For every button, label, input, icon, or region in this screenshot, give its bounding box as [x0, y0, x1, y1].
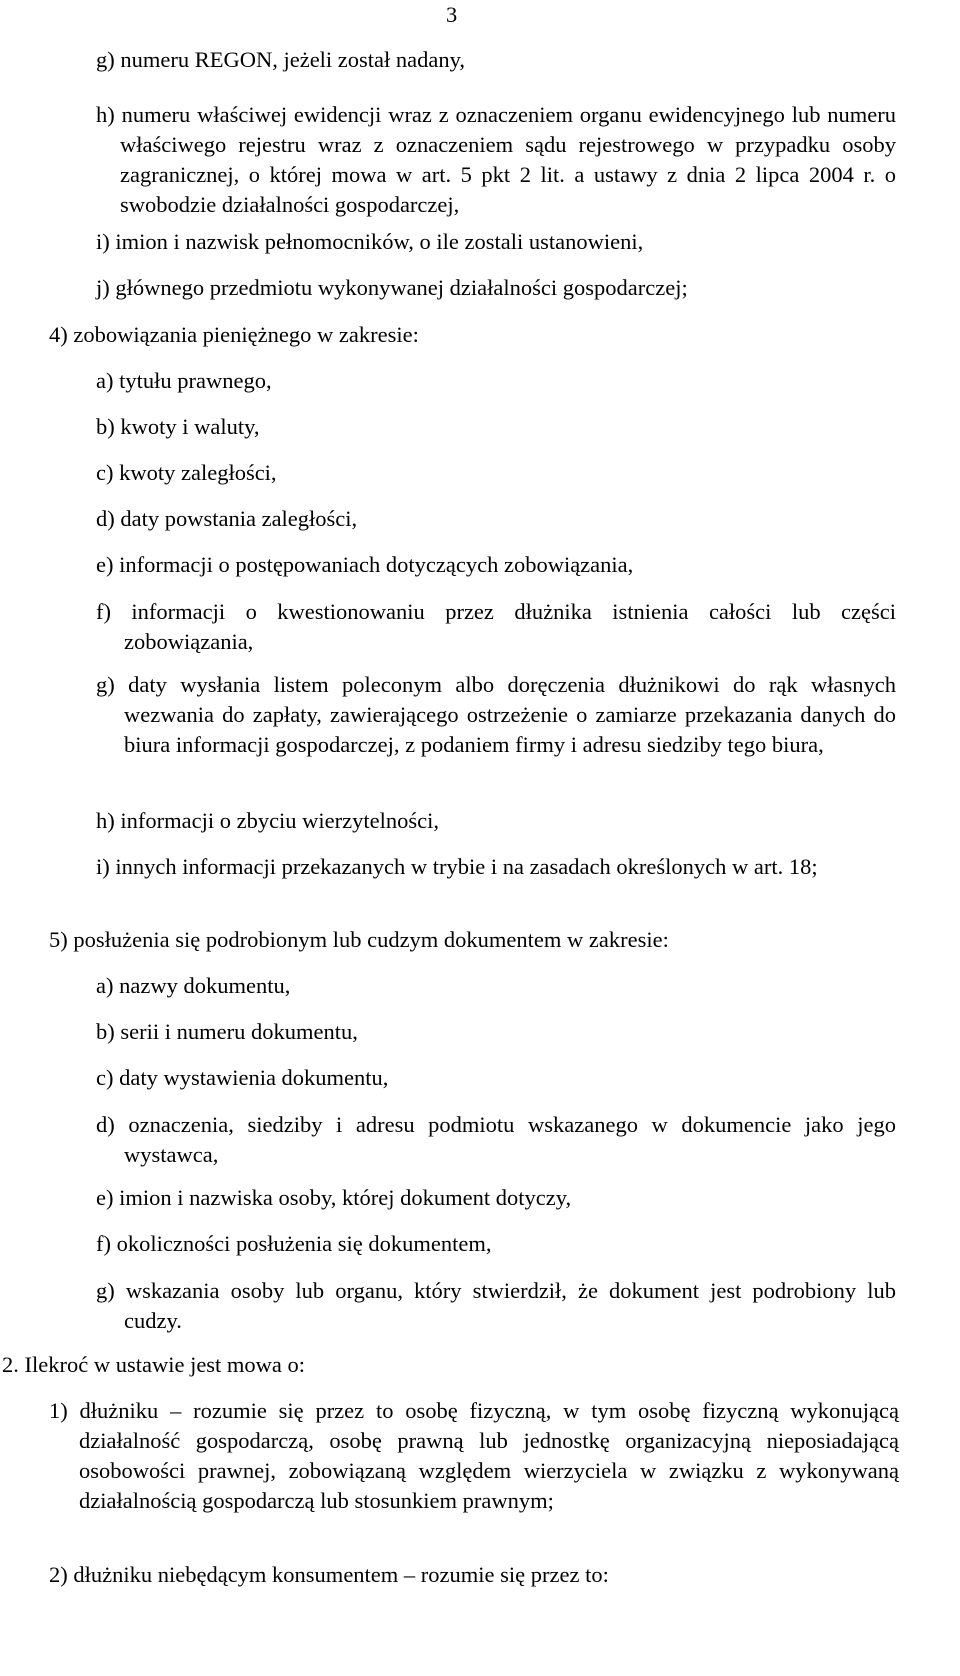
- list-item-text: g) daty wysłania listem poleconym albo doręczenia dłużnikowi do rąk własnych wezwania do zapłaty, zawierającego ostrzeżenie o zamiarze przekazania danych do biura informacji gospodarczej, z podaniem firmy i adresu siedziby tego biura,: [96, 672, 896, 757]
- list-item: a) nazwy dokumentu,: [96, 973, 291, 998]
- list-item: [96, 597, 896, 657]
- list-item: g) numeru REGON, jeżeli został nadany,: [96, 47, 466, 72]
- list-item: b) serii i numeru dokumentu,: [96, 1019, 358, 1044]
- list-item-text: f) informacji o kwestionowaniu przez dłużnika istnienia całości lub części zobowiązania,: [96, 599, 896, 654]
- page-number: 3: [446, 2, 458, 27]
- list-item: c) kwoty zaległości,: [96, 460, 277, 485]
- list-item: e) imion i nazwiska osoby, której dokument dotyczy,: [96, 1185, 572, 1210]
- list-item: h) informacji o zbyciu wierzytelności,: [96, 808, 440, 833]
- list-item: [96, 100, 896, 220]
- list-item: f) okoliczności posłużenia się dokumentem,: [96, 1231, 492, 1256]
- list-item-text: h) numeru właściwej ewidencji wraz z oznaczeniem organu ewidencyjnego lub numeru właściwego rejestru wraz z oznaczeniem sądu rejestrowego w przypadku osoby zagranicznej, o której mowa w art. 5 pkt 2 lit. a ustawy z dnia 2 lipca 2004 r. o swobodzie działalności gospodarczej,: [96, 102, 896, 217]
- list-item: 4) zobowiązania pieniężnego w zakresie:: [49, 322, 419, 347]
- list-item: d) daty powstania zaległości,: [96, 506, 358, 531]
- list-item: j) głównego przedmiotu wykonywanej działalności gospodarczej;: [96, 275, 688, 300]
- list-item: 5) posłużenia się podrobionym lub cudzym dokumentem w zakresie:: [49, 927, 669, 952]
- list-item: e) informacji o postępowaniach dotyczących zobowiązania,: [96, 552, 634, 577]
- list-item: c) daty wystawienia dokumentu,: [96, 1065, 389, 1090]
- list-item: [96, 1276, 896, 1336]
- section-heading: 2. Ilekroć w ustawie jest mowa o:: [2, 1352, 306, 1377]
- list-item: [96, 1110, 896, 1170]
- list-item-text: d) oznaczenia, siedziby i adresu podmiotu wskazanego w dokumencie jako jego wystawca,: [96, 1112, 896, 1167]
- list-item: [96, 670, 896, 760]
- definition-item: [49, 1396, 899, 1516]
- definition-item: 2) dłużniku niebędącym konsumentem – rozumie się przez to:: [49, 1562, 609, 1587]
- definition-text: 1) dłużniku – rozumie się przez to osobę fizyczną, w tym osobę fizyczną wykonującą działalność gospodarczą, osobę prawną lub jednostkę organizacyjną nieposiadającą osobowości prawnej, zobowiązaną względem wierzyciela w związku z wykonywaną działalnością gospodarczą lub stosunkiem prawnym;: [49, 1398, 899, 1513]
- list-item-text: g) wskazania osoby lub organu, który stwierdził, że dokument jest podrobiony lub cudzy.: [96, 1278, 896, 1333]
- list-item: i) imion i nazwisk pełnomocników, o ile zostali ustanowieni,: [96, 229, 644, 254]
- list-item: b) kwoty i waluty,: [96, 414, 260, 439]
- list-item-text: i) innych informacji przekazanych w trybie i na zasadach określonych w art. 18;: [96, 854, 818, 879]
- list-item: [96, 852, 896, 882]
- list-item: a) tytułu prawnego,: [96, 368, 272, 393]
